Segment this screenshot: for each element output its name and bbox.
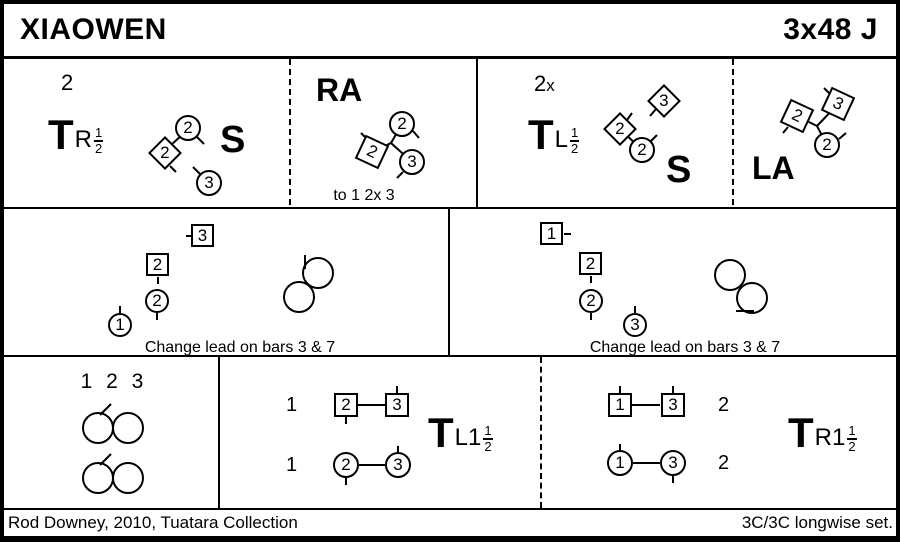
turn-symbol: T xyxy=(48,111,74,158)
turn-left-one-and-half-notation xyxy=(428,409,493,456)
bar-number: 2 xyxy=(718,394,730,416)
dance-type-code: 3x48 J xyxy=(783,13,878,46)
dancer-woman-1: 1 xyxy=(108,313,132,337)
dancer-woman-1: 1 xyxy=(607,450,633,476)
dance-title: XIAOWEN xyxy=(20,13,167,46)
dancer-woman-2: 2 xyxy=(145,289,169,313)
dancer-man-3: 3 xyxy=(661,393,685,417)
turn-direction: L xyxy=(554,126,569,153)
dancer-woman-2: 2 xyxy=(629,137,655,163)
dancer-woman-3: 3 xyxy=(399,149,425,175)
dancer-man-2: 2 xyxy=(579,252,602,275)
dancer-man-3: 3 xyxy=(191,224,214,247)
turn-symbol: T xyxy=(528,111,554,158)
dancer-man-2: 2 xyxy=(355,135,390,170)
turn-direction: R1 xyxy=(814,424,846,451)
set-symbol: S xyxy=(666,149,692,191)
bar-number: 2 xyxy=(61,70,74,95)
lead-symbol xyxy=(284,255,333,312)
dancer-man-2: 2 xyxy=(603,112,637,146)
bar-number: 2x xyxy=(534,71,555,96)
set-type: 3C/3C longwise set. xyxy=(741,513,893,532)
bar-number: 2 xyxy=(718,452,730,474)
turn-right-half-notation xyxy=(48,111,103,158)
turn-right-one-and-half-notation xyxy=(788,409,857,456)
deviser-credit: Rod Downey, 2010, Tuatara Collection xyxy=(8,513,298,532)
dancer-man-2: 2 xyxy=(148,136,182,170)
dancer-woman-2: 2 xyxy=(389,111,415,137)
dancer-man-1: 1 xyxy=(608,393,632,417)
dancer-man-3: 3 xyxy=(647,84,681,118)
turn-fraction: $\frac{1}{2}$ xyxy=(848,423,856,455)
dancer-man-3: 3 xyxy=(821,87,856,122)
turn-fraction: $\frac{1}{2}$ xyxy=(95,125,103,157)
dancer-woman-3: 3 xyxy=(623,313,647,337)
dancer-man-1: 1 xyxy=(540,222,563,245)
dancer-woman-2: 2 xyxy=(579,289,603,313)
dancer-woman-2: 2 xyxy=(333,452,359,478)
dancer-woman-3: 3 xyxy=(660,450,686,476)
dancer-woman-2: 2 xyxy=(814,132,840,158)
lefts-across-label: LA xyxy=(752,150,795,186)
turn-direction: L1 xyxy=(454,424,482,451)
progression-note: to 1 2x 3 xyxy=(333,187,395,204)
turn-symbol: T xyxy=(788,409,814,456)
turn-left-half-notation xyxy=(528,111,579,158)
dancer-woman-3: 3 xyxy=(196,170,222,196)
dancer-woman-3: 3 xyxy=(385,452,411,478)
change-lead-note: Change lead on bars 3 & 7 xyxy=(589,339,781,356)
bar-numbers: 1 2 3 xyxy=(80,370,148,393)
dancer-man-2: 2 xyxy=(146,253,169,276)
turn-symbol: T xyxy=(428,409,454,456)
dancer-man-2: 2 xyxy=(780,99,815,134)
bar-number: 1 xyxy=(286,394,298,416)
dancer-man-3: 3 xyxy=(385,393,409,417)
dancer-man-2: 2 xyxy=(334,393,358,417)
lead-symbol xyxy=(715,260,767,313)
turn-fraction: $\frac{1}{2}$ xyxy=(571,125,579,157)
bar-number: 1 xyxy=(286,454,298,476)
dancer-woman-2: 2 xyxy=(175,115,201,141)
turn-fraction: $\frac{1}{2}$ xyxy=(484,423,492,455)
change-lead-note: Change lead on bars 3 & 7 xyxy=(144,339,336,356)
figure-eight-symbol xyxy=(83,454,143,493)
rights-across-label: RA xyxy=(316,72,363,108)
set-symbol: S xyxy=(220,119,246,161)
turn-direction: R xyxy=(74,126,92,153)
figure-eight-symbol xyxy=(83,404,143,443)
